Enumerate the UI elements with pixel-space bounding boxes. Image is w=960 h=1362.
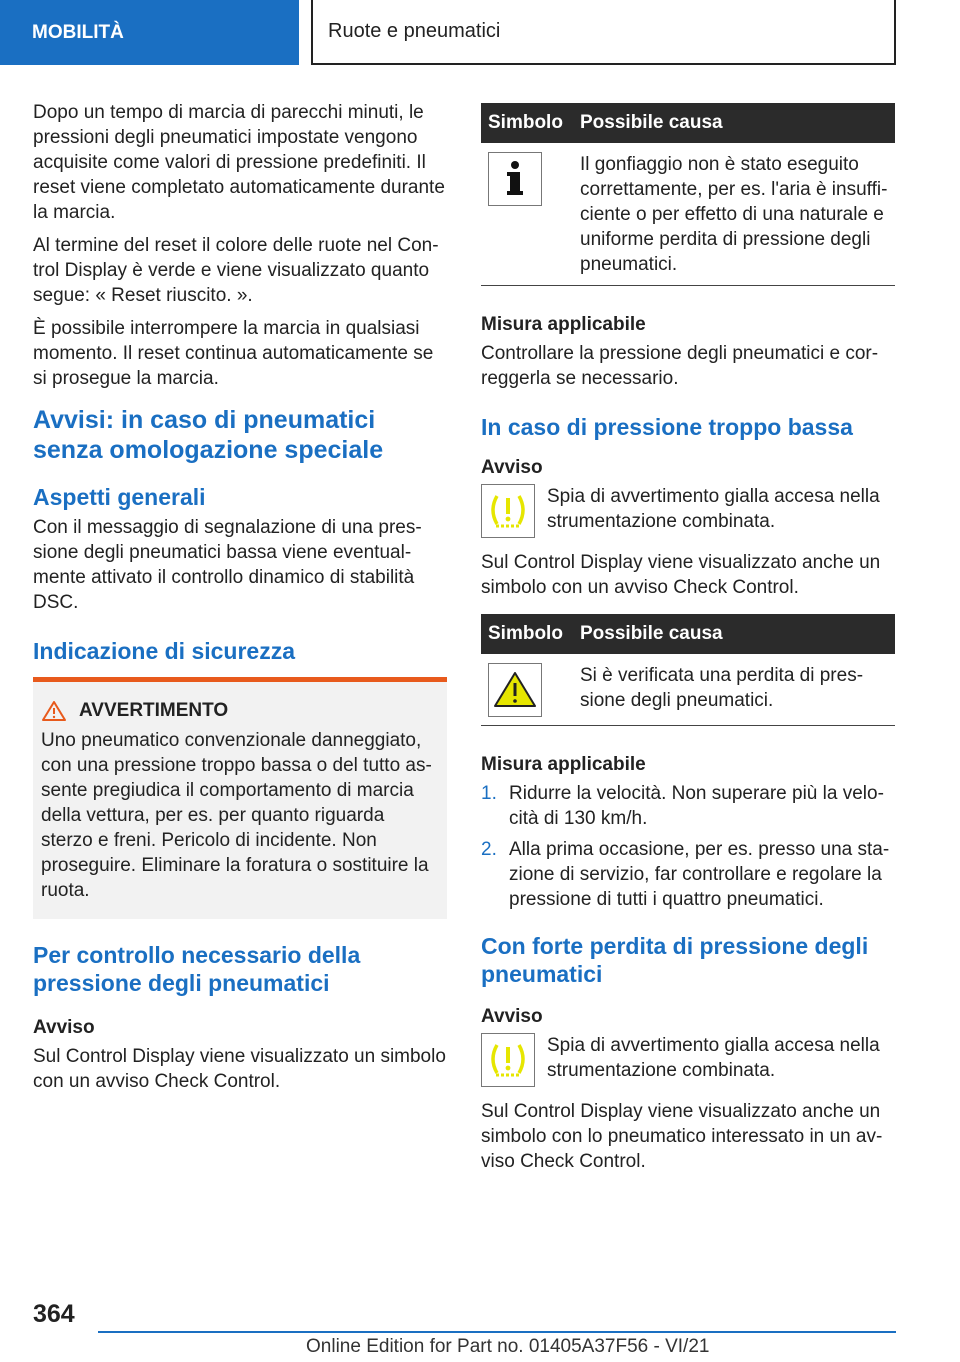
paragraph: Sul Control Display viene visualizzato anche un simbolo con un avviso Check Control. [481,552,881,598]
list-text: Ridurre la velocità. Non superare più la velocità di 130 km/h. [509,783,884,829]
paragraph: È possibile interrompere la marcia in qualsiasi momento. Il reset continua automaticamente se si prosegue la marcia. [33,318,434,389]
table-header-symbol: Simbolo [481,103,573,143]
right-column [481,103,895,1182]
page-number: 364 [33,1300,75,1328]
avviso-label: Avviso [33,1017,95,1038]
warning-triangle-icon [488,663,542,717]
table-header-symbol: Simbolo [481,614,573,654]
warning-label: AVVERTIMENTO [79,700,229,721]
heading-bassa: In caso di pressione troppo bassa [481,414,853,440]
misura-label: Misura applicabile [481,754,646,775]
list-item [481,781,895,831]
warning-triangle-icon [41,700,67,722]
notice-text: Spia di avvertimento gialla accesa nella strumentazione combinata. [547,486,880,532]
heading-controllo: Per controllo necessario della pressione degli pneumatici [33,942,361,996]
warning-text: Uno pneumatico convenzionale danneggiato, con una pressione troppo bassa o del tutto assente pregiudica il comportamento di marcia della vettura, per es. per quanto riguarda sterzo e freni. Pericolo di incidente. Non proseguire. Eliminare la foratura o sostituire la ruota. [41,730,432,901]
notice-row [481,1033,895,1087]
paragraph: Sul Control Display viene visualizzato anche un simbolo con lo pneumatico interessato in un avviso Check Control. [481,1101,883,1172]
left-column [33,100,447,1102]
paragraph: Al termine del reset il colore delle ruote nel Control Display è verde e viene visualizzato quanto segue: « Reset riuscito. ». [33,235,439,306]
notice-row [481,484,895,538]
symbol-table-1 [481,103,895,286]
list-text: Alla prima occasione, per es. presso una stazione di servizio, far controllare e regolare la pressione di tutti i quattro pneumatici. [509,839,890,910]
symbol-cell [481,654,573,726]
avviso-label: Avviso [481,1006,543,1027]
cause-cell: Si è verificata una perdita di pressione degli pneumatici. [573,654,895,726]
paragraph: Controllare la pressione degli pneumatici e correggerla se necessario. [481,343,879,389]
paragraph: Con il messaggio di segnalazione di una pressione degli pneumatici bassa viene eventualmente attivato il controllo dinamico di stabilità DSC. [33,517,422,613]
table-row [481,143,895,286]
list-number: 2. [481,839,497,860]
footer-divider [98,1331,896,1333]
paragraph: Dopo un tempo di marcia di parecchi minuti, le pressioni degli pneumatici impostate vengono acquisite come valori di pressione predefiniti. Il reset viene completato automaticamente durante la marcia. [33,102,445,223]
misura-label: Misura applicabile [481,314,646,335]
steps-list [481,781,895,912]
table-header-cause: Possibile causa [573,614,895,654]
heading-forte: Con forte perdita di pressione degli pneumatici [481,933,869,987]
list-item [481,837,895,912]
symbol-cell [481,143,573,286]
heading-avvisi: Avvisi: in caso di pneumatici senza omologazione speciale [33,406,384,464]
header-chapter: Ruote e pneumatici [311,0,896,65]
info-icon [488,152,542,206]
notice-text: Spia di avvertimento gialla accesa nella strumentazione combinata. [547,1035,880,1081]
table-row [481,654,895,726]
paragraph: Sul Control Display viene visualizzato un simbolo con un avviso Check Control. [33,1046,446,1092]
table-header-cause: Possibile causa [573,103,895,143]
warning-box [33,677,447,919]
heading-aspetti: Aspetti generali [33,484,206,510]
warning-title [41,700,439,722]
list-number: 1. [481,783,497,804]
footer-edition: Online Edition for Part no. 01405A37F56 - VI/21 [306,1336,710,1357]
tire-pressure-warning-icon [481,484,535,538]
avviso-label: Avviso [481,457,543,478]
symbol-table-2 [481,614,895,726]
tire-pressure-warning-icon [481,1033,535,1087]
header-section: MOBILITÀ [0,0,299,65]
cause-cell: Il gonfiaggio non è stato eseguito correttamente, per es. l'aria è insufficiente o per effetto di una naturale e uniforme perdita di pressione degli pneumatici. [573,143,895,286]
heading-sicurezza: Indicazione di sicurezza [33,638,296,664]
